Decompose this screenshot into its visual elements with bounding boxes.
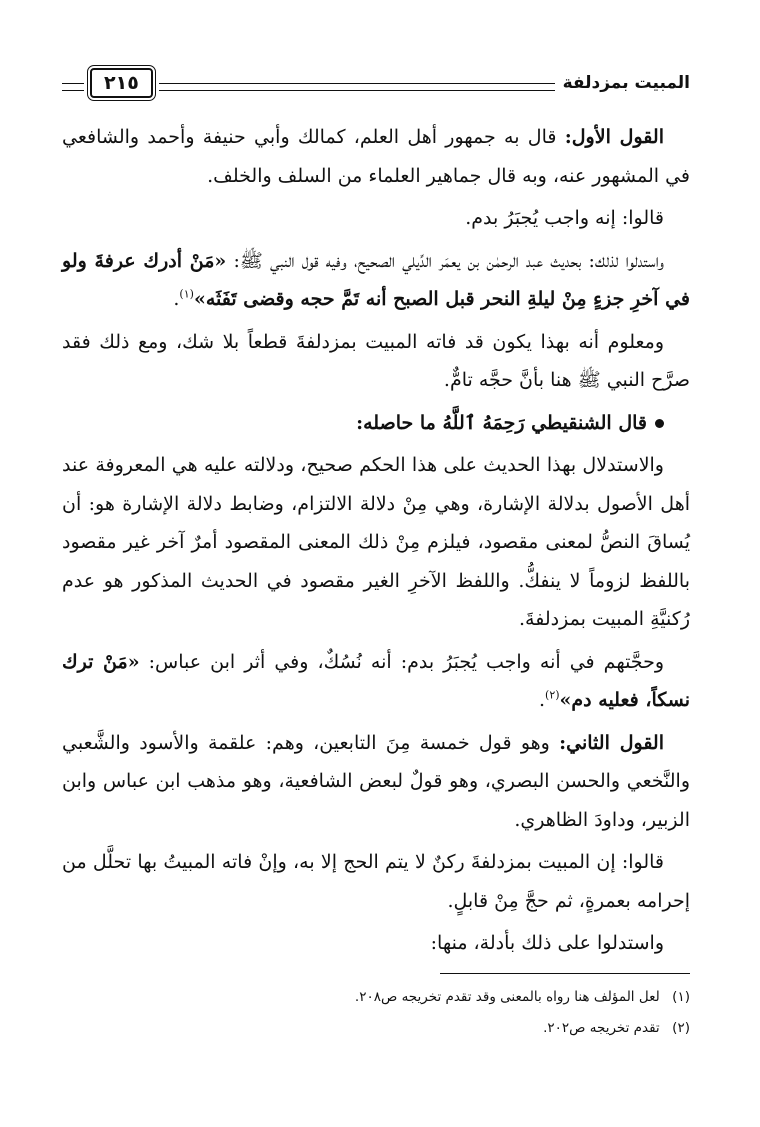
footnote-number: (١) bbox=[672, 988, 690, 1005]
evidence-text: واستدلوا لذلك: بحديث عبد الرحمٰن بن يعمَر الدِّيلي الصحيح، وفيه قول النبي ﷺ: bbox=[226, 249, 664, 272]
footnote-ref-2: (٢) bbox=[545, 688, 560, 702]
hadith-quote: «مَنْ أدرك عرفةَ ولو في آخرِ جزءٍ مِنْ ليلةِ النحر قبل الصبح أنه تَمَّ حجه وقضى تَفَثَه» bbox=[62, 249, 690, 310]
paragraph-argument bbox=[62, 643, 690, 720]
paragraph-inference: والاستدلال بهذا الحديث على هذا الحكم صحيح، ودلالته عليه هي المعروفة عند أهل الأصول بدلالة الإشارة، وهي مِنْ دلالة الالتزام، وضابط دلالة الإشارة هو: أن يُساقَ النصُّ لمعنى مقصود، فيلزم مِنْ ذلك المعنى المقصود أمرٌ آخر غير مقصود باللفظ لزوماً لا ينفكُّ. واللفظ الآخرِ الغير مقصود في الحديث المذكور هو عدم رُكنيَّةِ المبيت بمزدلفةَ. bbox=[62, 454, 690, 630]
running-title: المبيت بمزدلفة bbox=[562, 73, 690, 93]
footnote-1 bbox=[62, 982, 690, 1013]
bullet-icon bbox=[655, 419, 664, 428]
second-opinion-text: وهو قول خمسة مِنَ التابعين، وهم: علقمة والأسود والشَّعبي والنَّخعي والحسن البصري، وهو قولٌ لبعض الشافعية، وهو مذهب ابن عباس وابن الزبير، وداودَ الظاهري. bbox=[62, 731, 690, 831]
paragraph-they-said: قالوا: إنه واجب يُجبَرُ بدم. bbox=[465, 207, 664, 229]
athar-quote: «مَنْ ترك نسكاً، فعليه دم» bbox=[62, 650, 690, 711]
paragraph-second-opinion bbox=[62, 724, 690, 840]
footnote-number: (٢) bbox=[672, 1019, 690, 1036]
footnote-ref-1: (١) bbox=[179, 287, 194, 301]
footnote-text: لعل المؤلف هنا رواه بالمعنى وقد تقدم تخريجه ص٢٠٨. bbox=[354, 988, 660, 1005]
first-opinion-text: قال به جمهور أهل العلم، كمالك وأبي حنيفة وأحمد والشافعي في المشهور عنه، وبه قال جماهير العلماء من السلف والخلف. bbox=[62, 126, 690, 187]
argument-text: وحجَّتهم في أنه واجب يُجبَرُ بدم: أنه نُسُكٌ، وفي أثر ابن عباس: bbox=[139, 650, 664, 673]
paragraph-known: ومعلوم أنه بهذا يكون قد فاته المبيت بمزدلفةَ قطعاً بلا شك، ومع ذلك فقد صرَّح النبي ﷺ هنا بأنَّ حجَّه تامٌّ. bbox=[62, 330, 690, 391]
paragraph-evidences-intro: واستدلوا على ذلك بأدلة، منها: bbox=[430, 932, 664, 954]
paragraph-first-opinion bbox=[62, 118, 690, 195]
second-opinion-label: القول الثاني: bbox=[559, 731, 665, 754]
section-heading bbox=[62, 404, 690, 443]
evidence-end: . bbox=[173, 288, 180, 310]
heading-text: قال الشنقيطي رَحِمَهُ ٱللَّهُ ما حاصله: bbox=[356, 411, 647, 434]
book-page bbox=[62, 62, 690, 1044]
page-header bbox=[62, 62, 690, 104]
argument-end: . bbox=[538, 689, 546, 711]
main-text bbox=[62, 118, 690, 963]
header-rule-left bbox=[62, 83, 84, 91]
header-rule bbox=[159, 83, 555, 91]
footnote-2 bbox=[62, 1013, 690, 1044]
paragraph-evidence bbox=[62, 242, 690, 319]
paragraph-pillar: قالوا: إن المبيت بمزدلفةَ ركنٌ لا يتم الحج إلا به، وإنْ فاته المبيتُ بها تحلَّل من إحرامه بعمرةٍ، ثم حجَّ مِنْ قابلٍ. bbox=[62, 851, 690, 912]
page-number: ٢١٥ bbox=[90, 68, 153, 98]
first-opinion-label: القول الأول: bbox=[564, 126, 664, 148]
footnote-text: تقدم تخريجه ص٢٠٢. bbox=[543, 1019, 660, 1036]
footnote-separator bbox=[440, 973, 690, 974]
